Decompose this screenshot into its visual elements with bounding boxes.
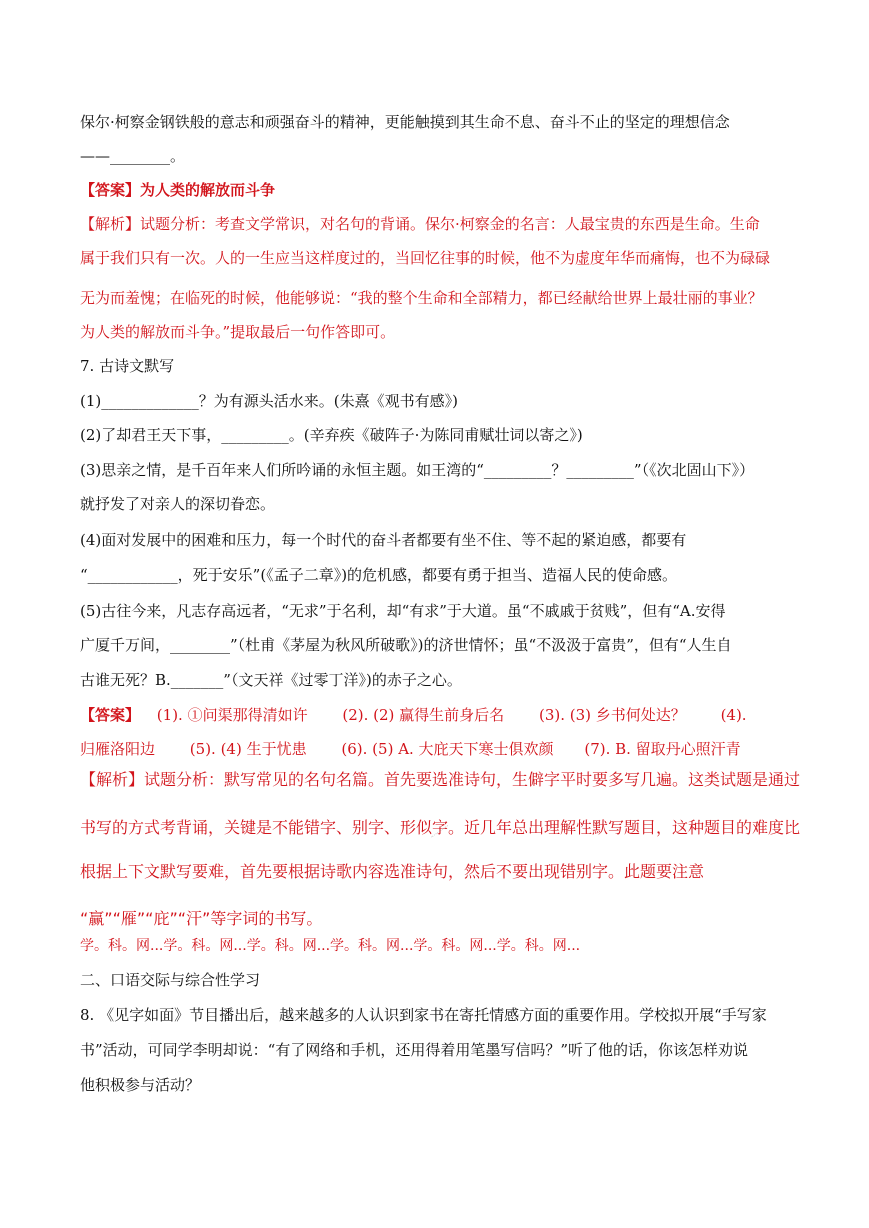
q6-analysis-line-4: 为人类的解放而斗争。”提取最后一句作答即可。 — [80, 323, 396, 341]
q7-answer-line-2 — [80, 739, 741, 759]
q7-answer-3: (3). (3) 乡书何处达？ — [538, 706, 686, 724]
q7-line-3: (3)思亲之情，是千百年来人们所吟诵的永恒主题。如王湾的“_________？_________”（《次北固山下》） — [80, 461, 755, 479]
section-title: 二、口语交际与综合性学习 — [80, 971, 261, 989]
q7-line-4: 就抒发了对亲人的深切眷恋。 — [80, 495, 276, 513]
q7-answer-5: (5). (4) 生于忧患 — [189, 740, 307, 758]
q7-analysis-line-2: 书写的方式考背诵，关键是不能错字、别字、形似字。近几年总出理解性默写题目，这种题目的难度比 — [80, 818, 801, 837]
q7-line-7: (5)古往今来，凡志存高远者，“无求”于名利，却“有求”于大道。虽“不戚戚于贫贱”，但有“A.安得 — [80, 602, 726, 620]
q7-analysis-line-1: 【解析】试题分析：默写常见的名句名篇。首先要选准诗句，生僻字平时要多写几遍。这类试题是通过 — [80, 770, 801, 789]
q7-answer-4: (4). — [720, 706, 747, 724]
q7-line-5: (4)面对发展中的困难和压力，每一个时代的奋斗者都要有坐不住、等不起的紧迫感，都要有 — [80, 531, 687, 549]
q7-answer-7: (7). B. 留取丹心照汗青 — [584, 740, 741, 758]
q7-line-1: (1)_____________？为有源头活水来。(朱熹《观书有感》) — [80, 392, 458, 410]
q7-answer-label: 【答案】 — [80, 706, 141, 724]
q7-answer-4-cont: 归雁洛阳边 — [80, 740, 156, 758]
q7-answer-2: (2). (2) 赢得生前身后名 — [342, 706, 505, 724]
q7-answer-line-1 — [80, 705, 747, 725]
watermark-line: 学。科。网...学。科。网...学。科。网...学。科。网...学。科。网...学。科。网... — [80, 938, 581, 954]
q7-line-9: 古谁无死？B._______”（文天祥《过零丁洋》)的赤子之心。 — [80, 671, 462, 689]
q6-text-line-1: 保尔·柯察金钢铁般的意志和顽强奋斗的精神，更能触摸到其生命不息、奋斗不止的坚定的理想信念 — [80, 113, 730, 131]
q8-line-3: 他积极参与活动？ — [80, 1076, 201, 1094]
q7-answer-1: (1). ①问渠那得清如许 — [156, 706, 308, 724]
q8-line-2: 书”活动，可同学李明却说：“有了网络和手机，还用得着用笔墨写信吗？”听了他的话，你该怎样劝说 — [80, 1041, 749, 1059]
q8-line-1: 8. 《见字如面》节目播出后，越来越多的人认识到家书在寄托情感方面的重要作用。学校拟开展“手写家 — [80, 1006, 767, 1024]
q7-analysis-line-3: 根据上下文默写要难，首先要根据诗歌内容选准诗句，然后不要出现错别字。此题要注意 — [80, 862, 705, 881]
q6-analysis-line-3: 无为而羞愧；在临死的时候，他能够说：“我的整个生命和全部精力，都已经献给世界上最壮丽的事业？ — [80, 289, 763, 307]
q7-line-2: (2)了却君王天下事，_________。(辛弃疾《破阵子·为陈同甫赋壮词以寄之》) — [80, 426, 583, 444]
q6-answer: 【答案】为人类的解放而斗争 — [80, 181, 276, 199]
q7-line-8: 广厦千万间，________”（杜甫《茅屋为秋风所破歌》)的济世情怀；虽“不汲汲于富贵”，但有“人生自 — [80, 636, 732, 654]
q6-analysis-line-2: 属于我们只有一次。人的一生应当这样度过的，当回忆往事的时候，他不为虚度年华而痛悔，也不为碌碌 — [80, 249, 771, 267]
q6-analysis-line-1: 【解析】试题分析：考查文学常识，对名句的背诵。保尔·柯察金的名言：人最宝贵的东西是生命。生命 — [80, 215, 760, 233]
q7-answer-6: (6). (5) A. 大庇天下寒士俱欢颜 — [341, 740, 554, 758]
q7-analysis-line-4: “赢”“雁”“庇”“汗”等字词的书写。 — [80, 909, 323, 928]
q6-text-line-2: ——________。 — [80, 147, 186, 165]
q7-line-6: “____________，死于安乐”(《孟子二章》)的危机感，都要有勇于担当、造福人民的使命感。 — [80, 566, 678, 584]
q7-title: 7. 古诗文默写 — [80, 357, 175, 375]
